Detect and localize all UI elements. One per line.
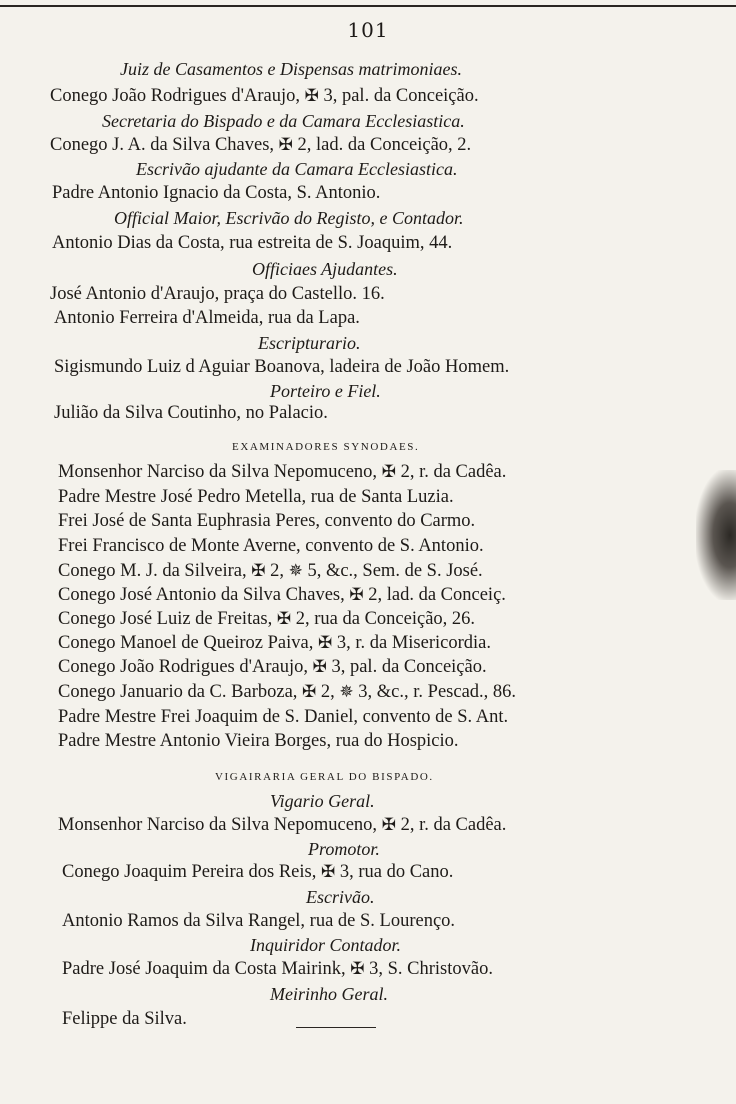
entry-line: Antonio Ferreira d'Almeida, rua da Lapa. — [54, 308, 360, 328]
section-heading: Meirinho Geral. — [270, 984, 388, 1004]
star-icon: ✵ — [339, 682, 354, 701]
entry-line: Monsenhor Narciso da Silva Nepomuceno, ✠ 2, r. da Cadêa. — [58, 815, 507, 835]
section-heading: Porteiro e Fiel. — [270, 381, 381, 401]
cross-icon: ✠ — [304, 86, 319, 105]
entry-line: Padre Mestre Frei Joaquim de S. Daniel, convento de S. Ant. — [58, 707, 509, 727]
cross-icon: ✠ — [320, 862, 336, 881]
entry-line: Antonio Ramos da Silva Rangel, rua de S. Lourenço. — [62, 911, 456, 931]
entry-line: Frei Francisco de Monte Averne, convento de S. Antonio. — [58, 536, 484, 556]
entry-line: Conego J. A. da Silva Chaves, ✠ 2, lad. da Conceição, 2. — [50, 135, 472, 155]
entry-line: Conego José Luiz de Freitas, ✠ 2, rua da Conceição, 26. — [58, 609, 476, 629]
section-heading: Escripturario. — [258, 333, 361, 353]
entry-line: Padre José Joaquim da Costa Mairink, ✠ 3, S. Christovão. — [62, 959, 493, 979]
closing-rule — [296, 1027, 376, 1028]
entry-line: Conego João Rodrigues d'Araujo, ✠ 3, pal. da Conceição. — [58, 657, 487, 677]
section-heading: Officiaes Ajudantes. — [252, 259, 398, 279]
entry-line: Padre Antonio Ignacio da Costa, S. Antonio. — [52, 183, 381, 203]
section-heading: Secretaria do Bispado e da Camara Ecclesiastica. — [102, 111, 465, 131]
cross-icon: ✠ — [317, 633, 333, 652]
cross-icon: ✠ — [278, 135, 293, 154]
cross-icon: ✠ — [302, 682, 317, 701]
entry-line: Padre Mestre Antonio Vieira Borges, rua do Hospicio. — [58, 731, 459, 751]
section-heading: Juiz de Casamentos e Dispensas matrimoniaes. — [120, 59, 462, 79]
cross-icon: ✠ — [312, 657, 327, 676]
section-heading: Inquiridor Contador. — [250, 935, 402, 955]
section-heading: Promotor. — [308, 839, 380, 859]
entry-line: Conego José Antonio da Silva Chaves, ✠ 2, lad. da Conceiç. — [58, 585, 506, 605]
cross-icon: ✠ — [349, 585, 364, 604]
entry-line: Frei José de Santa Euphrasia Peres, convento do Carmo. — [58, 511, 476, 531]
entry-line: Sigismundo Luiz d Aguiar Boanova, ladeira de João Homem. — [54, 357, 510, 377]
entry-line: Conego João Rodrigues d'Araujo, ✠ 3, pal. da Conceição. — [50, 86, 479, 106]
section-heading: Escrivão ajudante da Camara Ecclesiastica. — [136, 159, 458, 179]
section-heading: EXAMINADORES SYNODAES. — [232, 441, 420, 453]
entry-line: Padre Mestre José Pedro Metella, rua de Santa Luzia. — [58, 487, 454, 507]
section-heading: Escrivão. — [306, 887, 375, 907]
entry-line: Antonio Dias da Costa, rua estreita de S. Joaquim, 44. — [52, 233, 453, 253]
section-heading: Official Maior, Escrivão do Registo, e Contador. — [114, 208, 464, 228]
cross-icon: ✠ — [381, 815, 396, 834]
entry-line: Conego M. J. da Silveira, ✠ 2, ✵ 5, &c., Sem. de S. José. — [58, 561, 483, 581]
entry-line: Monsenhor Narciso da Silva Nepomuceno, ✠ 2, r. da Cadêa. — [58, 462, 507, 482]
entry-line: José Antonio d'Araujo, praça do Castello. 16. — [50, 284, 385, 304]
entry-line: Julião da Silva Coutinho, no Palacio. — [54, 403, 328, 423]
star-icon: ✵ — [288, 561, 303, 580]
section-heading: VIGAIRARIA GERAL DO BISPADO. — [215, 771, 434, 783]
cross-icon: ✠ — [251, 561, 266, 580]
entry-line: Felippe da Silva. — [62, 1009, 187, 1029]
section-heading: Vigario Geral. — [270, 791, 375, 811]
cross-icon: ✠ — [350, 959, 365, 978]
top-rule — [0, 5, 736, 7]
entry-line: Conego Manoel de Queiroz Paiva, ✠ 3, r. da Misericordia. — [58, 633, 491, 653]
page-edge-shadow — [696, 470, 736, 600]
entry-line: Conego Januario da C. Barboza, ✠ 2, ✵ 3, &c., r. Pescad., 86. — [58, 682, 517, 702]
page-number: 101 — [347, 18, 389, 42]
cross-icon: ✠ — [381, 462, 396, 481]
cross-icon: ✠ — [276, 609, 292, 628]
entry-line: Conego Joaquim Pereira dos Reis, ✠ 3, rua do Cano. — [62, 862, 454, 882]
